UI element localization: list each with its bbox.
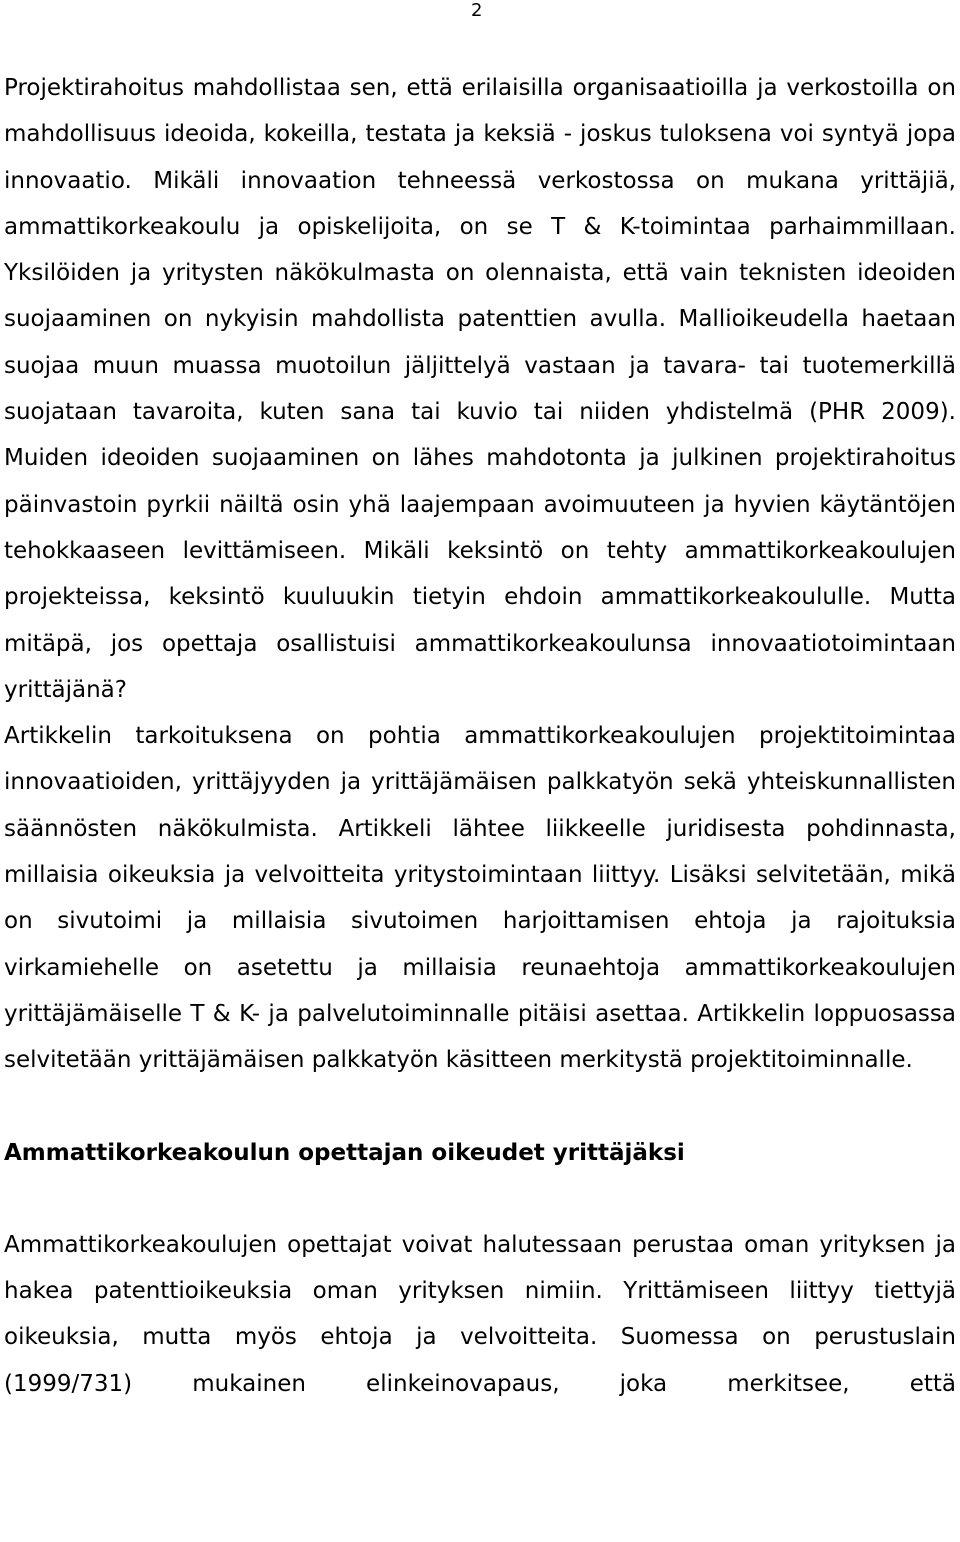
document-body (4, 65, 956, 1407)
section-heading: Ammattikorkeakoulun opettajan oikeudet yrittäjäksi (4, 1139, 685, 1166)
page-number: 2 (471, 0, 483, 21)
paragraph-intro: Projektirahoitus mahdollistaa sen, että erilaisilla organisaatioilla ja verkostoilla on mahdollisuus ideoida, kokeilla, testata ja keksiä - joskus tuloksena voi syntyä jopa innovaatio. Mikäli innovaation tehneessä verkostossa on mukana yrittäjiä, ammattikorkeakoulu ja opiskelijoita, on se T & K-toimintaa parhaimmillaan. Yksilöiden ja yritysten näkökulmasta on olennaista, että vain teknisten ideoiden suojaaminen on nykyisin mahdollista patenttien avulla. Mallioikeudella haetaan suojaa muun muassa muotoilun jäljittelyä vastaan ja tavara- tai tuotemerkillä suojataan tavaroita, kuten sana tai kuvio tai niiden yhdistelmä (PHR 2009). Muiden ideoiden suojaaminen on lähes mahdotonta ja julkinen projektirahoitus päinvastoin pyrkii näiltä osin yhä laajempaan avoimuuteen ja hyvien käytäntöjen tehokkaaseen levittämiseen. Mikäli keksintö on tehty ammattikorkeakoulujen projekteissa, keksintö kuuluukin tietyin ehdoin ammattikorkeakoululle. Mutta mitäpä, jos opettaja osallistuisi ammattikorkeakoulunsa innovaatiotoimintaan yrittäjänä? (4, 75, 956, 703)
paragraph-article-purpose: Artikkelin tarkoituksena on pohtia ammattikorkeakoulujen projektitoimintaa innovaatioiden, yrittäjyyden ja yrittäjämäisen palkkatyön sekä yhteiskunnallisten säännösten näkökulmista. Artikkeli lähtee liikkeelle juridisesta pohdinnasta, millaisia oikeuksia ja velvoitteita yritystoimintaan liittyy. Lisäksi selvitetään, mikä on sivutoimi ja millaisia sivutoimen harjoittamisen ehtoja ja rajoituksia virkamiehelle on asetettu ja millaisia reunaehtoja ammattikorkeakoulujen yrittäjämäiselle T & K- ja palvelutoiminnalle pitäisi asettaa. Artikkelin loppuosassa selvitetään yrittäjämäisen palkkatyön käsitteen merkitystä projektitoiminnalle. (4, 723, 956, 1074)
paragraph-teacher-rights: Ammattikorkeakoulujen opettajat voivat halutessaan perustaa oman yrityksen ja hakea patenttioikeuksia oman yrityksen nimiin. Yrittämiseen liittyy tiettyjä oikeuksia, mutta myös ehtoja ja velvoitteita. Suomessa on perustuslain (1999/731) mukainen elinkeinovapaus, joka merkitsee, että (4, 1231, 956, 1397)
